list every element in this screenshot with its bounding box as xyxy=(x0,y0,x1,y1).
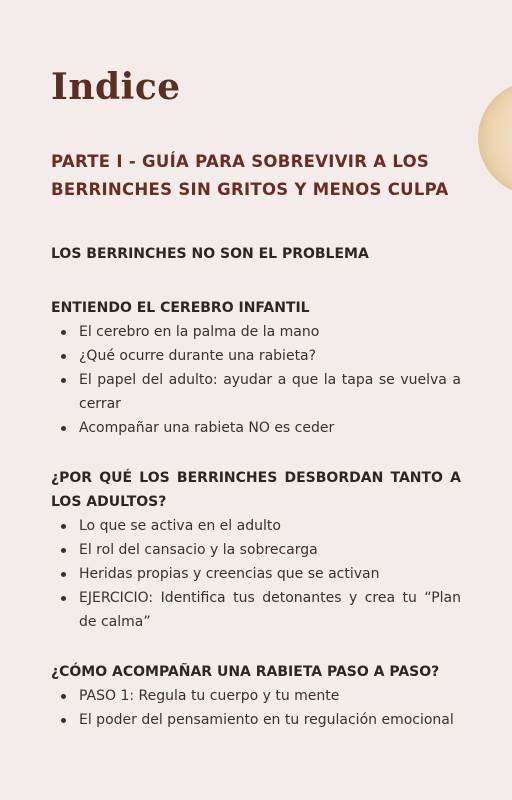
list-item: El cerebro en la palma de la mano xyxy=(51,320,461,344)
toc-section xyxy=(51,660,461,732)
list-item: El rol del cansacio y la sobrecarga xyxy=(51,538,461,562)
toc-section xyxy=(51,466,461,634)
bullet-icon xyxy=(61,354,66,359)
part-title: PARTE I - GUÍA PARA SOBREVIVIR A LOS BERRINCHES SIN GRITOS Y MENOS CULPA xyxy=(51,152,449,199)
list-item: Lo que se activa en el adulto xyxy=(51,514,461,538)
list-item: El poder del pensamiento en tu regulación emocional xyxy=(51,708,461,732)
list-item: Acompañar una rabieta NO es ceder xyxy=(51,416,461,440)
section-item-list xyxy=(51,514,461,634)
toc-section xyxy=(51,296,461,440)
section-heading: ¿CÓMO ACOMPAÑAR UNA RABIETA PASO A PASO? xyxy=(51,664,440,680)
bullet-icon xyxy=(61,548,66,553)
list-item: El papel del adulto: ayudar a que la tapa se vuelva a cerrar xyxy=(51,368,461,416)
table-of-contents xyxy=(51,242,461,732)
bullet-icon xyxy=(61,378,66,383)
bullet-icon xyxy=(61,524,66,529)
bullet-icon xyxy=(61,718,66,723)
section-item-list xyxy=(51,320,461,440)
bullet-icon xyxy=(61,694,66,699)
page-title: Indice xyxy=(51,66,181,108)
list-item: ¿Qué ocurre durante una rabieta? xyxy=(51,344,461,368)
section-item-list xyxy=(51,684,461,732)
list-item: EJERCICIO: Identifica tus detonantes y crea tu “Plan de calma” xyxy=(51,586,461,634)
section-heading: LOS BERRINCHES NO SON EL PROBLEMA xyxy=(51,246,369,262)
toc-section xyxy=(51,242,461,266)
bullet-icon xyxy=(61,330,66,335)
bullet-icon xyxy=(61,596,66,601)
list-item: Heridas propias y creencias que se activan xyxy=(51,562,461,586)
list-item: PASO 1: Regula tu cuerpo y tu mente xyxy=(51,684,461,708)
section-heading: ENTIENDO EL CEREBRO INFANTIL xyxy=(51,300,310,316)
bullet-icon xyxy=(61,572,66,577)
decorative-circle xyxy=(478,80,512,196)
bullet-icon xyxy=(61,426,66,431)
section-heading: ¿POR QUÉ LOS BERRINCHES DESBORDAN TANTO A LOS ADULTOS? xyxy=(51,470,461,510)
